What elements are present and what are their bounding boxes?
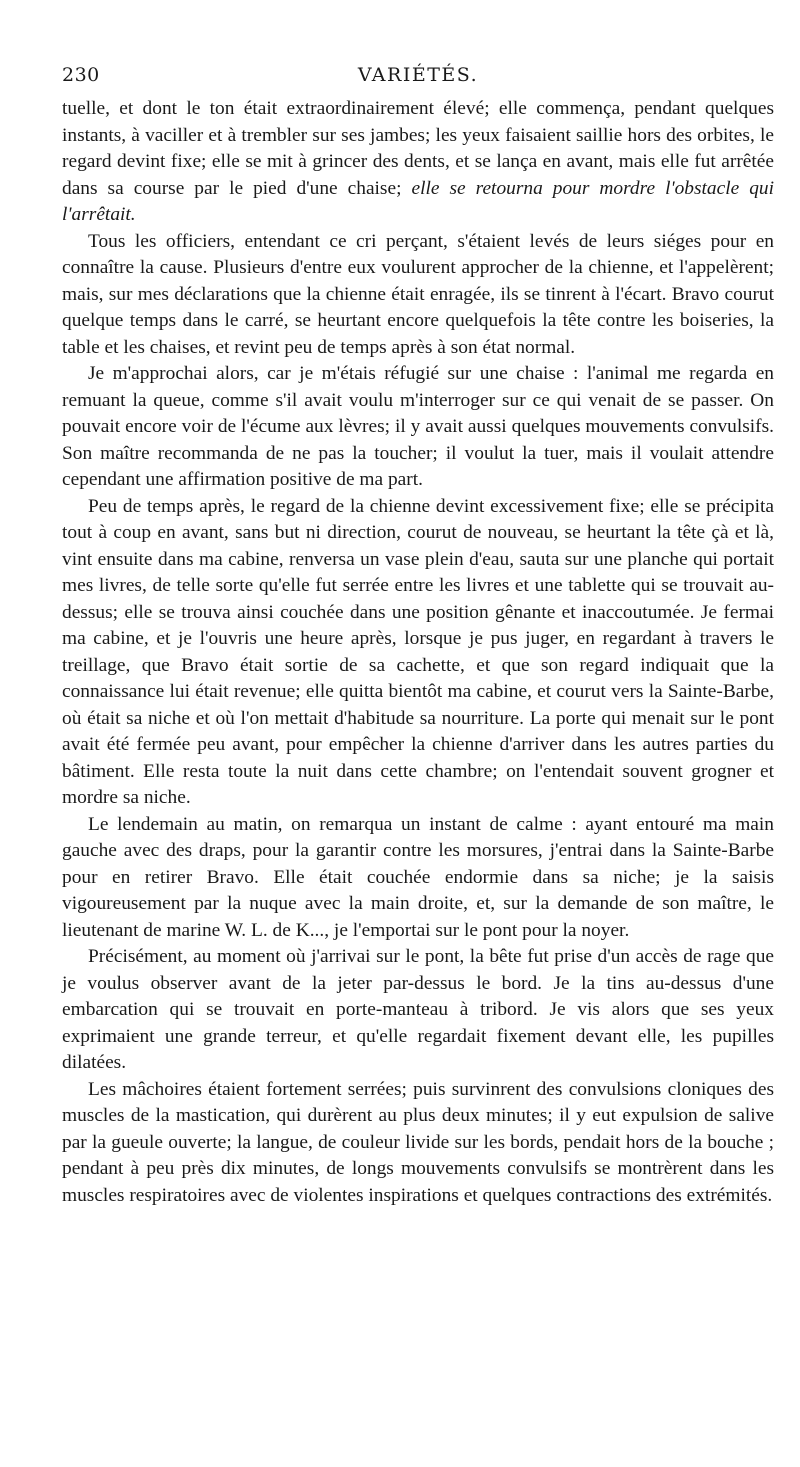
paragraph-text: Précisément, au moment où j'arrivai sur le pont, la bête fut prise d'un accès de rage que je voulus observer avant de la jeter par-dessus le bord. Je la tins au-dessus d'une embarcation qui se trouvait en porte-manteau à tribord. Je vis alors que ses yeux exprimaient une grande terreur, et qu'elle regardait fixement devant elle, les pupilles dilatées. — [62, 946, 774, 1073]
paragraph-text: tuelle, et dont le ton était extraordinairement élevé; elle commença, pendant quelques instants, à vaciller et à trembler sur ses jambes; les yeux faisaient saillie hors des orbites, le regard devint fixe; elle se mit à grincer des dents, et se lança en avant, mais elle fut arrêtée dans sa course par le pied d'une chaise; — [62, 98, 774, 199]
paragraph-text: Les mâchoires étaient fortement serrées; puis survinrent des convulsions cloniques des muscles de la mastication, qui durèrent au plus deux minutes; il y eut expulsion de salive par la gueule ouverte; la langue, de couleur livide sur les bords, pendait hors de la bouche ; pendant à peu près dix minutes, de longs mouvements convulsifs se montrèrent dans les muscles respiratoires avec de violentes inspirations et quelques contractions des extrémités. — [62, 1078, 774, 1206]
paragraph — [62, 812, 774, 945]
paragraph-italic-text: elle se retourna pour mordre l'obstacle qui l'arrêtait. — [62, 177, 774, 225]
page-number: 230 — [62, 64, 100, 86]
paragraph-text: Peu de temps après, le regard de la chienne devint excessivement fixe; elle se précipita tout à coup en avant, sans but ni direction, courut de nouveau, se heurtant la tête çà et là, vint ensuite dans ma cabine, renversa un vase plein d'eau, sauta sur une planche qui portait mes livres, de telle sorte qu'elle fut serrée entre les livres et une tablette qui se trouvait au-dessus; elle se trouva ainsi couchée dans une position gênante et inaccoutumée. Je fermai ma cabine, et je l'ouvris une heure après, lorsque je pus juger, en regardant à travers le treillage, que Bravo était sortie de sa cachette, et que son regard indiquait que la connaissance lui était revenue; elle quitta bientôt ma cabine, et courut vers la Sainte-Barbe, où était sa niche et où l'on mettait d'habitude sa nourriture. La porte qui menait sur le pont avait été fermée peu avant, pour empêcher la chienne d'arriver dans les autres parties du bâtiment. Elle resta toute la nuit dans cette chambre; on l'entendait souvent grogner et mordre sa niche. — [62, 495, 774, 808]
book-page — [62, 64, 774, 1209]
paragraph — [62, 361, 774, 494]
running-title: VARIÉTÉS. — [357, 64, 479, 86]
paragraph — [62, 229, 774, 362]
paragraph-text: Je m'approchai alors, car je m'étais réfugié sur une chaise : l'animal me regarda en remuant la queue, comme s'il avait voulu m'interroger sur ce qui venait de se passer. On pouvait encore voir de l'écume aux lèvres; il y avait aussi quelques mouvements convulsifs. Son maître recommanda de ne pas la toucher; il voulut la tuer, mais il voulait attendre cependant une affirmation positive de ma part. — [62, 363, 774, 490]
paragraph — [62, 944, 774, 1077]
paragraph — [62, 96, 774, 229]
paragraph — [62, 1077, 774, 1210]
running-header — [62, 64, 774, 94]
paragraph-text: Le lendemain au matin, on remarqua un instant de calme : ayant entouré ma main gauche avec des draps, pour la garantir contre les morsures, j'entrai dans la Sainte-Barbe pour en retirer Bravo. Elle était couchée endormie dans sa niche; je la saisis vigoureusement par la nuque avec la main droite, et, sur la demande de son maître, le lieutenant de marine W. L. de K..., je l'emportai sur le pont pour la noyer. — [62, 813, 774, 941]
paragraph — [62, 494, 774, 812]
body-text — [62, 96, 774, 1209]
paragraph-text: Tous les officiers, entendant ce cri perçant, s'étaient levés de leurs siéges pour en connaître la cause. Plusieurs d'entre eux voulurent approcher de la chienne, et l'appelèrent; mais, sur mes déclarations que la chienne était enragée, ils se tinrent à l'écart. Bravo courut quelque temps dans le carré, se heurtant encore quelquefois la tête contre les boiseries, la table et les chaises, et revint peu de temps après à son état normal. — [62, 230, 774, 358]
